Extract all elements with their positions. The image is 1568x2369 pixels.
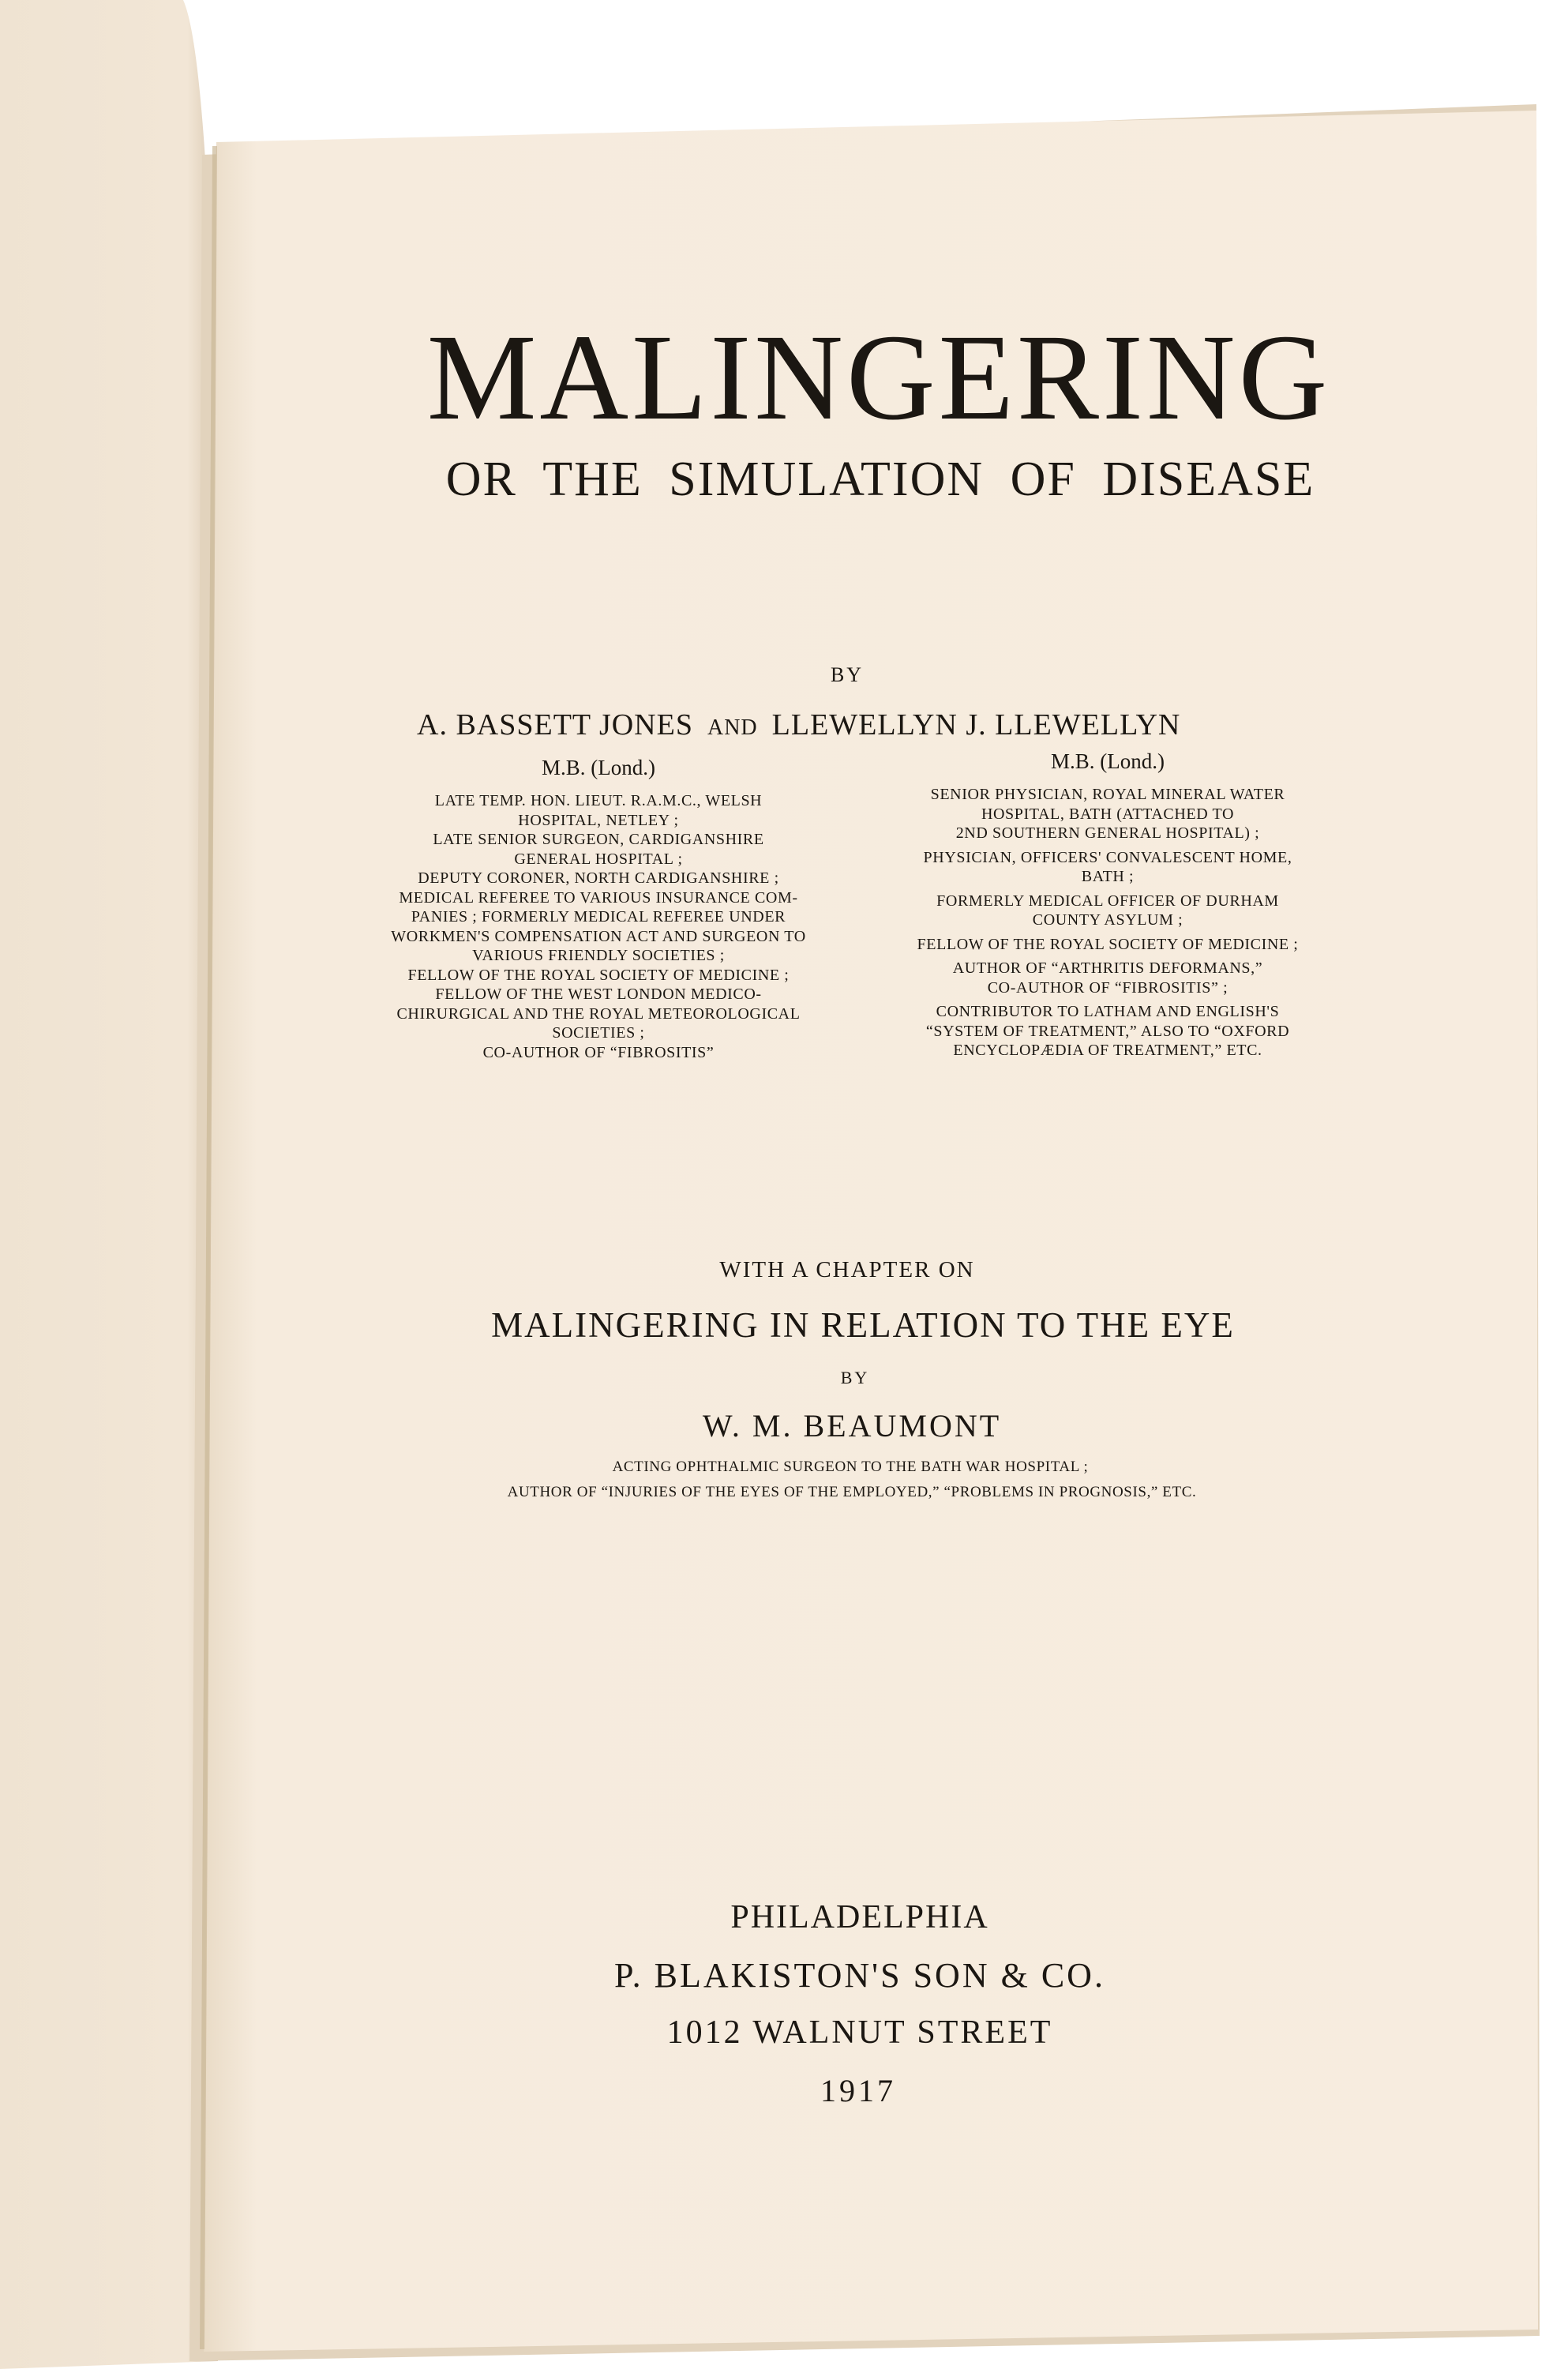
by-label: BY bbox=[830, 663, 865, 686]
author2-name: LLEWELLYN J. LLEWELLYN bbox=[771, 708, 1181, 741]
author2-credential-line: AUTHOR OF “ARTHRITIS DEFORMANS,” bbox=[952, 959, 1263, 977]
author1-credential-line: FELLOW OF THE WEST LONDON MEDICO- bbox=[435, 986, 762, 1003]
author1-credential-line: GENERAL HOSPITAL ; bbox=[514, 850, 683, 868]
chapter-author: W. M. BEAUMONT bbox=[702, 1408, 1002, 1444]
author2-credential-line: “SYSTEM OF TREATMENT,” ALSO TO “OXFORD bbox=[925, 1022, 1290, 1040]
author1-credential-line: DEPUTY CORONER, NORTH CARDIGANSHIRE ; bbox=[418, 869, 779, 887]
author1-credential-line: MEDICAL REFEREE TO VARIOUS INSURANCE COM- bbox=[399, 888, 798, 907]
author2-credential-line: SENIOR PHYSICIAN, ROYAL MINERAL WATER bbox=[930, 786, 1285, 803]
author2-credential-line: CONTRIBUTOR TO LATHAM AND ENGLISH'S bbox=[936, 1003, 1280, 1020]
author2-degree: M.B. (Lond.) bbox=[1051, 749, 1165, 773]
chapter-author-credential-line: ACTING OPHTHALMIC SURGEON TO THE BATH WAR HOSPITAL ; bbox=[612, 1459, 1089, 1475]
chapter-by-label: BY bbox=[840, 1368, 870, 1387]
author1-degree: M.B. (Lond.) bbox=[542, 756, 655, 779]
author2-credential-line: PHYSICIAN, OFFICERS' CONVALESCENT HOME, bbox=[923, 848, 1292, 866]
author1-credential-line: CO-AUTHOR OF “FIBROSITIS” bbox=[482, 1043, 715, 1061]
chapter-author-credential-line: AUTHOR OF “INJURIES OF THE EYES OF THE EMPLOYED,” “PROBLEMS IN PROGNOSIS,” ETC. bbox=[507, 1484, 1197, 1500]
author1-credential-line: WORKMEN'S COMPENSATION ACT AND SURGEON TO bbox=[391, 927, 806, 945]
imprint-year: 1917 bbox=[820, 2073, 896, 2108]
author1-credential-line: LATE TEMP. HON. LIEUT. R.A.M.C., WELSH bbox=[434, 792, 763, 809]
author2-credential-line: ENCYCLOPÆDIA OF TREATMENT,” ETC. bbox=[953, 1042, 1262, 1059]
and-label: AND bbox=[707, 715, 758, 740]
author2-credential-line: CO-AUTHOR OF “FIBROSITIS” ; bbox=[987, 978, 1229, 997]
author2-credential-line: COUNTY ASYLUM ; bbox=[1032, 911, 1184, 929]
author2-credential-line: FORMERLY MEDICAL OFFICER OF DURHAM bbox=[936, 892, 1279, 910]
imprint-city: PHILADELPHIA bbox=[730, 1899, 989, 1935]
author1-credential-line: SOCIETIES ; bbox=[552, 1024, 645, 1042]
book-subtitle: OR THE SIMULATION OF DISEASE bbox=[445, 452, 1315, 506]
author1-credential-line: FELLOW OF THE ROYAL SOCIETY OF MEDICINE ; bbox=[407, 966, 790, 984]
author-names-row bbox=[417, 708, 1396, 742]
author2-credential-line: BATH ; bbox=[1081, 868, 1135, 885]
imprint-publisher: P. BLAKISTON'S SON & CO. bbox=[614, 1956, 1105, 1995]
author1-credential-line: CHIRURGICAL AND THE ROYAL METEOROLOGICAL bbox=[396, 1004, 801, 1023]
author1-credential-line: HOSPITAL, NETLEY ; bbox=[518, 811, 679, 829]
book-title: MALINGERING bbox=[426, 309, 1331, 445]
author2-column bbox=[867, 749, 1349, 1061]
author2-credential-line: FELLOW OF THE ROYAL SOCIETY OF MEDICINE ; bbox=[917, 935, 1299, 953]
imprint-address: 1012 WALNUT STREET bbox=[666, 2014, 1053, 2051]
chapter-intro: WITH A CHAPTER ON bbox=[719, 1257, 975, 1282]
author1-column bbox=[362, 756, 835, 1062]
author1-credential-line: VARIOUS FRIENDLY SOCIETIES ; bbox=[472, 947, 725, 964]
author2-credential-line: 2ND SOUTHERN GENERAL HOSPITAL) ; bbox=[955, 824, 1260, 842]
author1-credential-line: PANIES ; FORMERLY MEDICAL REFEREE UNDER bbox=[411, 908, 786, 925]
author1-credential-line: LATE SENIOR SURGEON, CARDIGANSHIRE bbox=[433, 831, 764, 848]
author2-credential-line: HOSPITAL, BATH (ATTACHED TO bbox=[981, 805, 1235, 823]
chapter-title: MALINGERING IN RELATION TO THE EYE bbox=[491, 1305, 1235, 1345]
author1-name: A. BASSETT JONES bbox=[417, 708, 693, 741]
